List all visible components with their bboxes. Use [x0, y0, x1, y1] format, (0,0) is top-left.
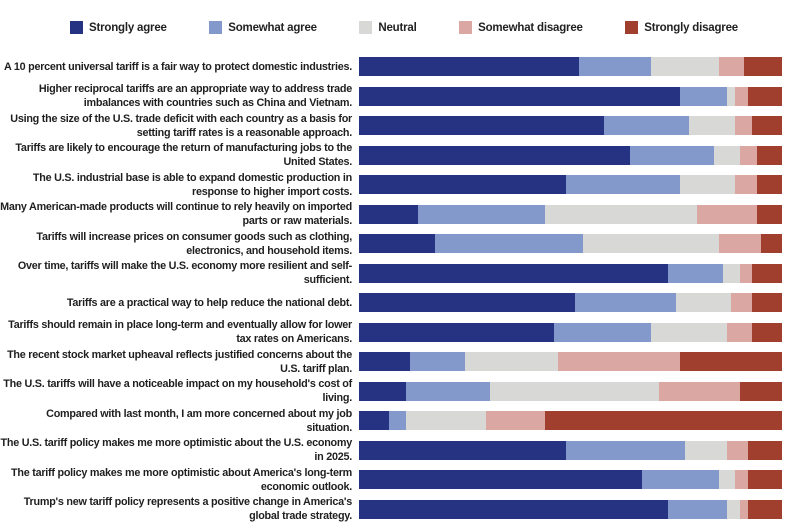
- bar-segment-neutral: [465, 352, 558, 371]
- bar-segment-neutral: [685, 441, 727, 460]
- bar-segment-strongly-disagree: [761, 234, 782, 253]
- bar-segment-strongly-agree: [359, 352, 410, 371]
- bar-track: [359, 264, 782, 283]
- statement-label: The U.S. industrial base is able to expand domestic production in response to higher import costs.: [32, 171, 352, 198]
- statement-label: Over time, tariffs will make the U.S. economy more resilient and self-sufficient.: [17, 260, 352, 287]
- bar-segment-somewhat-agree: [566, 441, 684, 460]
- bar-track: [359, 205, 782, 224]
- bar-segment-neutral: [689, 116, 736, 135]
- bar-segment-somewhat-agree: [668, 500, 727, 519]
- bar-segment-somewhat-agree: [575, 293, 677, 312]
- bar-segment-strongly-agree: [359, 411, 389, 430]
- bar-segment-neutral: [545, 205, 697, 224]
- statement-label: The U.S. tariffs will have a noticeable impact on my household's cost of living.: [3, 378, 352, 405]
- bar-track: [359, 500, 782, 519]
- bar-segment-somewhat-agree: [435, 234, 583, 253]
- chart-row: [0, 495, 800, 525]
- chart-row: [0, 82, 800, 112]
- bar-segment-strongly-disagree: [752, 323, 782, 342]
- bar-segment-somewhat-disagree: [740, 264, 753, 283]
- bar-segment-strongly-disagree: [752, 116, 782, 135]
- chart-row: [0, 347, 800, 377]
- statement-label: Tariffs will increase prices on consumer goods such as clothing, electronics, and household items.: [36, 230, 352, 257]
- somewhat-disagree-swatch-icon: [459, 21, 472, 34]
- bar-segment-strongly-disagree: [752, 264, 782, 283]
- bar-segment-somewhat-disagree: [558, 352, 681, 371]
- bar-segment-strongly-agree: [359, 205, 418, 224]
- legend-label: Strongly disagree: [644, 21, 738, 34]
- bar-segment-neutral: [490, 382, 659, 401]
- bar-segment-somewhat-agree: [604, 116, 689, 135]
- legend-item-somewhat-disagree: [459, 21, 583, 34]
- bar-segment-neutral: [651, 57, 719, 76]
- bar-segment-somewhat-disagree: [659, 382, 739, 401]
- bar-segment-strongly-agree: [359, 441, 566, 460]
- statement-label: Tariffs are likely to encourage the return of manufacturing jobs to the United States.: [15, 142, 352, 169]
- bar-segment-neutral: [680, 175, 735, 194]
- bar-segment-somewhat-agree: [389, 411, 406, 430]
- legend-item-strongly-agree: [70, 21, 167, 34]
- bar-segment-neutral: [714, 146, 739, 165]
- bar-track: [359, 87, 782, 106]
- bar-segment-somewhat-agree: [579, 57, 651, 76]
- chart-row: [0, 141, 800, 171]
- bar-segment-strongly-agree: [359, 146, 630, 165]
- legend-item-strongly-disagree: [625, 21, 738, 34]
- statement-label: Using the size of the U.S. trade deficit with each country as a basis for setting tariff rates is a reasonable approach.: [10, 112, 352, 139]
- bar-track: [359, 116, 782, 135]
- bar-segment-somewhat-agree: [554, 323, 651, 342]
- bar-segment-somewhat-agree: [630, 146, 715, 165]
- statement-label: Higher reciprocal tariffs are an appropriate way to address trade imbalances with countries such as China and Vietnam.: [38, 83, 352, 110]
- statement-label: The U.S. tariff policy makes me more optimistic about the U.S. economy in 2025.: [0, 437, 352, 464]
- bar-segment-strongly-disagree: [740, 382, 782, 401]
- statement-label: Trump's new tariff policy represents a positive change in America's global trade strategy.: [23, 496, 352, 523]
- bar-track: [359, 57, 782, 76]
- legend-label: Somewhat disagree: [478, 21, 583, 34]
- bar-segment-strongly-agree: [359, 234, 435, 253]
- bar-segment-strongly-agree: [359, 500, 668, 519]
- bar-track: [359, 293, 782, 312]
- chart-legend: [70, 21, 738, 34]
- chart-row: [0, 436, 800, 466]
- bar-segment-strongly-disagree: [757, 146, 782, 165]
- bar-segment-somewhat-disagree: [735, 470, 748, 489]
- bar-segment-neutral: [676, 293, 731, 312]
- bar-segment-strongly-agree: [359, 175, 566, 194]
- legend-label: Neutral: [378, 21, 417, 34]
- bar-segment-strongly-disagree: [752, 293, 782, 312]
- statement-label: The tariff policy makes me more optimistic about America's long-term economic outlook.: [11, 466, 352, 493]
- bar-segment-somewhat-disagree: [740, 500, 748, 519]
- bar-segment-strongly-disagree: [545, 411, 782, 430]
- somewhat-agree-swatch-icon: [209, 21, 222, 34]
- bar-segment-somewhat-disagree: [697, 205, 756, 224]
- bar-segment-somewhat-agree: [680, 87, 727, 106]
- legend-item-somewhat-agree: [209, 21, 317, 34]
- statement-label: Compared with last month, I am more concerned about my job situation.: [46, 407, 352, 434]
- bar-segment-strongly-agree: [359, 293, 575, 312]
- chart-row: [0, 465, 800, 495]
- statement-label: Tariffs should remain in place long-term and eventually allow for lower tax rates on Americans.: [8, 319, 352, 346]
- chart-row: [0, 229, 800, 259]
- bar-segment-strongly-disagree: [744, 57, 782, 76]
- bar-segment-somewhat-disagree: [731, 293, 752, 312]
- bar-segment-somewhat-agree: [642, 470, 718, 489]
- bar-segment-strongly-agree: [359, 382, 406, 401]
- bar-segment-strongly-disagree: [748, 500, 782, 519]
- chart-row: [0, 288, 800, 318]
- bar-segment-neutral: [727, 87, 735, 106]
- bar-segment-somewhat-disagree: [727, 441, 748, 460]
- bar-segment-somewhat-disagree: [719, 234, 761, 253]
- statement-label: Many American-made products will continue to rely heavily on imported parts or raw materials.: [0, 201, 352, 228]
- chart-row: [0, 200, 800, 230]
- bar-segment-strongly-agree: [359, 87, 680, 106]
- legend-label: Strongly agree: [89, 21, 167, 34]
- bar-segment-strongly-agree: [359, 323, 554, 342]
- bar-segment-somewhat-agree: [668, 264, 723, 283]
- bar-track: [359, 323, 782, 342]
- bar-track: [359, 382, 782, 401]
- bar-track: [359, 441, 782, 460]
- bar-track: [359, 146, 782, 165]
- statement-label: The recent stock market upheaval reflects justified concerns about the U.S. tariff plan.: [7, 348, 352, 375]
- bar-segment-strongly-disagree: [748, 87, 782, 106]
- chart-row: [0, 377, 800, 407]
- chart-row: [0, 170, 800, 200]
- bar-segment-somewhat-disagree: [735, 175, 756, 194]
- chart-row: [0, 406, 800, 436]
- bar-track: [359, 234, 782, 253]
- bar-segment-neutral: [406, 411, 486, 430]
- bar-segment-neutral: [719, 470, 736, 489]
- bar-track: [359, 411, 782, 430]
- bar-segment-strongly-agree: [359, 264, 668, 283]
- bar-segment-neutral: [727, 500, 740, 519]
- bar-segment-strongly-disagree: [748, 470, 782, 489]
- bar-segment-neutral: [651, 323, 727, 342]
- bar-segment-somewhat-disagree: [727, 323, 752, 342]
- bar-segment-somewhat-agree: [566, 175, 680, 194]
- chart-row: [0, 111, 800, 141]
- bar-segment-strongly-disagree: [757, 175, 782, 194]
- strongly-agree-swatch-icon: [70, 21, 83, 34]
- bar-segment-somewhat-disagree: [486, 411, 545, 430]
- strongly-disagree-swatch-icon: [625, 21, 638, 34]
- bar-segment-somewhat-disagree: [735, 116, 752, 135]
- bar-segment-strongly-agree: [359, 57, 579, 76]
- bar-segment-somewhat-disagree: [719, 57, 744, 76]
- bar-segment-somewhat-agree: [418, 205, 545, 224]
- bar-segment-neutral: [723, 264, 740, 283]
- bar-track: [359, 352, 782, 371]
- neutral-swatch-icon: [359, 21, 372, 34]
- legend-label: Somewhat agree: [228, 21, 317, 34]
- bar-track: [359, 175, 782, 194]
- bar-segment-strongly-disagree: [757, 205, 782, 224]
- chart-row: [0, 318, 800, 348]
- bar-segment-strongly-agree: [359, 116, 604, 135]
- statement-label: A 10 percent universal tariff is a fair way to protect domestic industries.: [3, 60, 352, 73]
- chart-row: [0, 52, 800, 82]
- bar-segment-neutral: [583, 234, 718, 253]
- bar-segment-strongly-disagree: [748, 441, 782, 460]
- bar-segment-somewhat-disagree: [735, 87, 748, 106]
- bar-segment-strongly-agree: [359, 470, 642, 489]
- chart-row: [0, 259, 800, 289]
- bar-segment-somewhat-disagree: [740, 146, 757, 165]
- bar-track: [359, 470, 782, 489]
- legend-item-neutral: [359, 21, 416, 34]
- statement-label: Tariffs are a practical way to help reduce the national debt.: [66, 296, 352, 309]
- bar-segment-strongly-disagree: [680, 352, 782, 371]
- bar-segment-somewhat-agree: [410, 352, 465, 371]
- bar-segment-somewhat-agree: [406, 382, 491, 401]
- chart-rows: [0, 52, 800, 524]
